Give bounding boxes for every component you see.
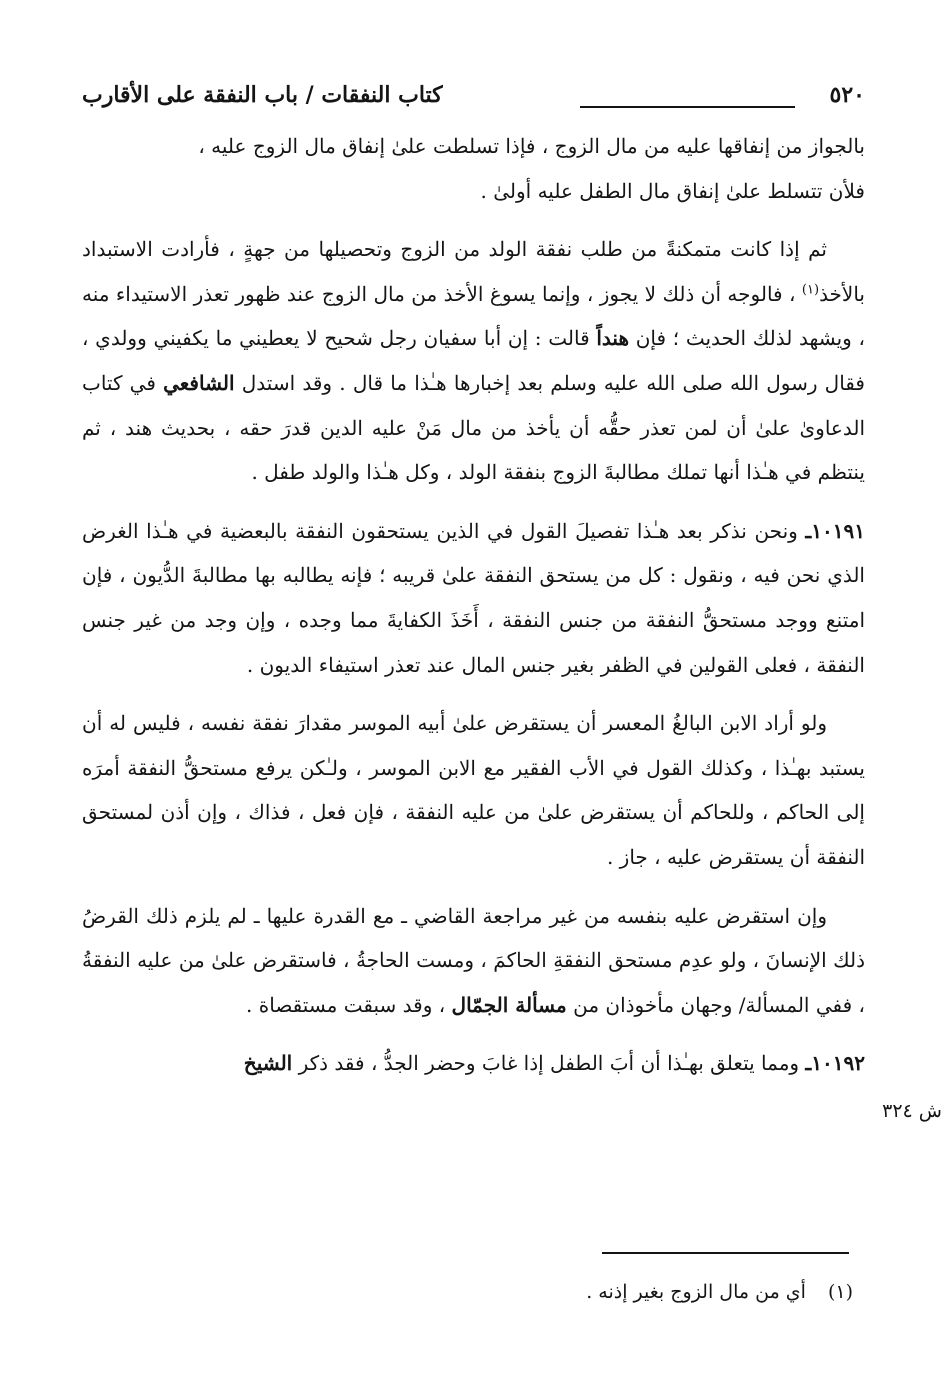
- paragraph: [82, 227, 865, 495]
- emphasized-name: الشافعي: [163, 370, 235, 395]
- paragraph-text: وإن استقرض عليه بنفسه من غير مراجعة القاضي ـ مع القدرة عليها ـ لم يلزم ذلك القرضُ ذلك الإنسانَ ، ولو عدِم مستحق النفقةِ الحاكمَ ، ومست الحاجةُ ، فاستقرض علىٰ من عليه النفقةُ ، ففي المسألة/ وجهان مأخوذان من: [82, 903, 865, 1017]
- paragraph: [82, 701, 865, 879]
- paragraph-text: ومما يتعلق بهـٰذا أن أبَ الطفل إذا غابَ وحضر الجدُّ ، فقد ذكر: [292, 1051, 806, 1076]
- running-header: [82, 80, 865, 116]
- chapter-title: كتاب النفقات / باب النفقة على الأقارب: [82, 82, 443, 108]
- paragraph-text: ونحن نذكر بعد هـٰذا تفصيلَ القول في الذين يستحقون النفقة بالبعضية في هـٰذا الغرض الذي نحن فيه ، ونقول : كل من يستحق النفقة علىٰ قريبه ؛ فإنه يطالبه بها مطالبةَ الدُّيون ، فإن امتنع ووجد مستحقُّ النفقة من جنس النفقة ، أَخَذَ الكفايةَ مما وجده ، وإن وجد من غير جنس النفقة ، فعلى القولين في الظفر بغير جنس المال عند تعذر استيفاء الديون .: [82, 518, 865, 677]
- main-text: [82, 124, 865, 1086]
- header-rule: [580, 106, 795, 108]
- footnote-reference: (١): [801, 282, 820, 298]
- numbered-section: [82, 509, 865, 687]
- footnote-text: أي من مال الزوج بغير إذنه .: [586, 1281, 806, 1303]
- page-number: ٥٢٠: [829, 82, 865, 108]
- emphasized-name: هنداً: [596, 326, 629, 351]
- footnote-number: (١): [827, 1281, 853, 1303]
- paragraph-line: بالجواز من إنفاقها عليه من مال الزوج ، فإذا تسلطت علىٰ إنفاق مال الزوج عليه ،: [198, 134, 865, 158]
- paragraph: [82, 894, 865, 1028]
- paragraph-text: في كتاب الدعاوىٰ علىٰ أن لمن تعذر حقُّه أن يأخذ من مال مَنْ عليه الدين قدرَ حقه ، بحديث هند ، ثم ينتظم في هـٰذا أنها تملك مطالبةَ الزوج بنفقة الولد ، وكل هـٰذا والولد طفل .: [82, 370, 865, 485]
- emphasized-term: مسألة الجمّال: [451, 992, 567, 1017]
- paragraph-text: ، فالوجه أن ذلك لا يجوز ، وإنما يسوغ الأخذ من مال الزوج عند ظهور تعذر الاستيداء منه ، ويشهد لذلك الحديث ؛ فإن: [82, 281, 866, 351]
- footnote: [153, 1281, 853, 1303]
- paragraph-text: قالت : إن أبا سفيان رجل شحيح لا يعطيني ما يكفيني وولدي ، فقال رسول الله صلى الله عليه وسلم بعد إخبارها هـٰذا ما قال . وقد استدل: [82, 326, 865, 395]
- paragraph-text: ولو أراد الابن البالغُ المعسر أن يستقرض علىٰ أبيه الموسر مقدارَ نفقة نفسه ، فليس له أن يستبد بهـٰذا ، وكذلك القول في الأب الفقير مع الابن الموسر ، ولـٰكن يرفع مستحقُّ النفقة أمرَه إلى الحاكم ، وللحاكم أن يستقرض علىٰ من عليه النفقة ، فإن فعل ، فذاك ، وإن أذن لمستحق النفقة أن يستقرض عليه ، جاز .: [82, 711, 865, 869]
- paragraph-text: ، وقد سبقت مستقصاة .: [246, 992, 452, 1017]
- section-number: ١٠١٩٢ـ: [805, 1051, 865, 1076]
- numbered-section: [82, 1041, 865, 1086]
- paragraph-text: ثم إذا كانت متمكنةً من طلب نفقة الولد من الزوج وتحصيلها من جهةٍ ، فأرادت الاستبداد بالأخذ: [82, 237, 865, 306]
- margin-page-reference: ش ٣٢٤: [882, 1100, 942, 1122]
- emphasized-name: الشيخ: [243, 1051, 293, 1076]
- paragraph-line: فلأن تتسلط علىٰ إنفاق مال الطفل عليه أولىٰ .: [480, 178, 865, 203]
- footnote-rule: [602, 1252, 849, 1254]
- section-number: ١٠١٩١ـ: [805, 518, 865, 543]
- paragraph-continued: [82, 124, 865, 213]
